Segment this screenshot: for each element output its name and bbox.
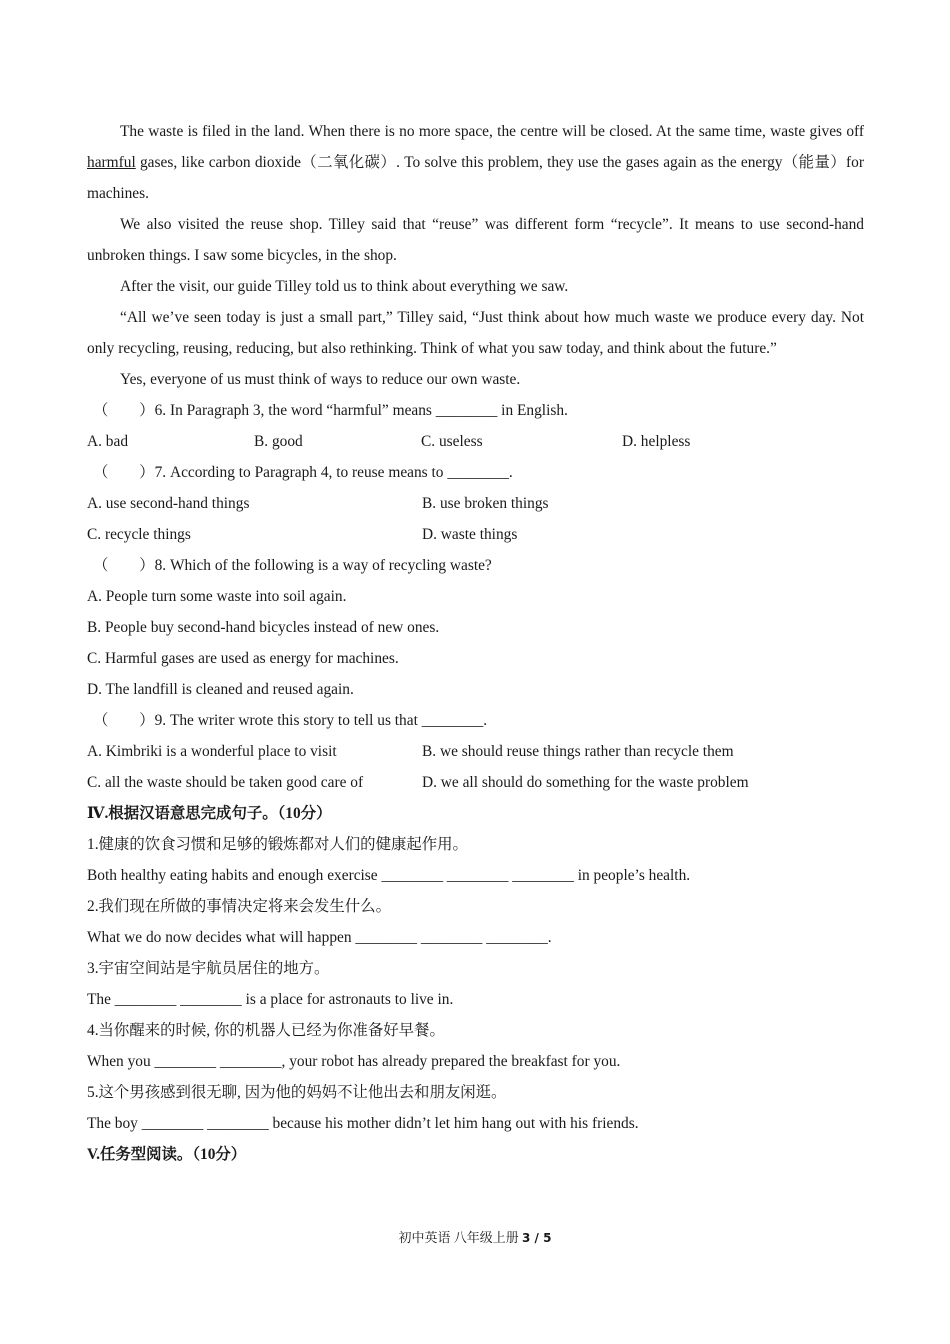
option-c: C. Harmful gases are used as energy for machines. [87, 650, 399, 667]
passage-paragraph-1: The waste is filed in the land. When there is no more space, the centre will be closed. At the same time, waste gives off harmful gases, like carbon dioxide（二氧化碳）. To solve this problem, they use the gases again as the energy（能量）for machines. [87, 123, 864, 202]
question-8-stem: （ ）8. Which of the following is a way of recycling waste? [93, 557, 492, 574]
option-c: C. recycle things [87, 526, 191, 543]
option-a: A. People turn some waste into soil again. [87, 588, 347, 605]
section-4-item-4-cn: 4.当你醒来的时候, 你的机器人已经为你准备好早餐。 [87, 1022, 445, 1039]
question-9-options-row-1 [87, 736, 864, 767]
option-a: A. Kimbriki is a wonderful place to visit [87, 743, 337, 760]
section-4-item-5-en: The boy ________ ________ because his mother didn’t let him hang out with his friends. [87, 1115, 639, 1132]
document-page [87, 116, 864, 1170]
section-4-item-3-cn: 3.宇宙空间站是宇航员居住的地方。 [87, 960, 330, 977]
question-9-stem: （ ）9. The writer wrote this story to tell us that ________. [93, 712, 488, 729]
option-d: D. The landfill is cleaned and reused again. [87, 681, 354, 698]
option-b: B. use broken things [422, 495, 549, 512]
option-c: C. useless [421, 433, 483, 450]
page-footer [0, 1228, 950, 1248]
section-4-item-5-cn: 5.这个男孩感到很无聊, 因为他的妈妈不让他出去和朋友闲逛。 [87, 1084, 507, 1101]
page-number: 3 / 5 [522, 1231, 552, 1245]
option-b: B. good [254, 433, 303, 450]
option-a: A. bad [87, 433, 129, 450]
option-d: D. waste things [422, 526, 518, 543]
section-4-item-3-en: The ________ ________ is a place for astronauts to live in. [87, 991, 454, 1008]
section-4-item-1-cn: 1.健康的饮食习惯和足够的锻炼都对人们的健康起作用。 [87, 836, 468, 853]
option-b: B. we should reuse things rather than recycle them [422, 743, 734, 760]
question-6-stem: （ ）6. In Paragraph 3, the word “harmful” means ________ in English. [93, 402, 568, 419]
question-7-options-row-2 [87, 519, 864, 550]
question-7-options-row-1 [87, 488, 864, 519]
option-b: B. People buy second-hand bicycles instead of new ones. [87, 619, 440, 636]
passage-paragraph-3: After the visit, our guide Tilley told us to think about everything we saw. [120, 278, 569, 295]
underlined-word: harmful [87, 154, 136, 171]
option-d: D. we all should do something for the waste problem [422, 774, 749, 791]
passage-paragraph-4: “All we’ve seen today is just a small part,” Tilley said, “Just think about how much waste we produce every day. Not only recycling, reusing, reducing, but also rethinking. Think of what you saw today, and think about the future.” [87, 309, 864, 357]
section-4-item-1-en: Both healthy eating habits and enough exercise ________ ________ ________ in people’s health. [87, 867, 691, 884]
question-6-options [87, 426, 864, 457]
section-4-heading: Ⅳ.根据汉语意思完成句子。（10分） [87, 805, 332, 822]
option-a: A. use second-hand things [87, 495, 250, 512]
section-4-item-4-en: When you ________ ________, your robot has already prepared the breakfast for you. [87, 1053, 621, 1070]
section-4-item-2-cn: 2.我们现在所做的事情决定将来会发生什么。 [87, 898, 391, 915]
passage-paragraph-2: We also visited the reuse shop. Tilley said that “reuse” was different form “recycle”. It means to use second-hand unbroken things. I saw some bicycles, in the shop. [87, 216, 864, 264]
question-9-options-row-2 [87, 767, 864, 798]
option-c: C. all the waste should be taken good care of [87, 774, 364, 791]
footer-label: 初中英语 八年级上册 [398, 1230, 519, 1245]
section-5-heading: V.任务型阅读。（10分） [87, 1146, 247, 1163]
section-4-item-2-en: What we do now decides what will happen ________ ________ ________. [87, 929, 552, 946]
question-7-stem: （ ）7. According to Paragraph 4, to reuse means to ________. [93, 464, 513, 481]
passage-paragraph-5: Yes, everyone of us must think of ways to reduce our own waste. [120, 371, 521, 388]
option-d: D. helpless [622, 433, 691, 450]
